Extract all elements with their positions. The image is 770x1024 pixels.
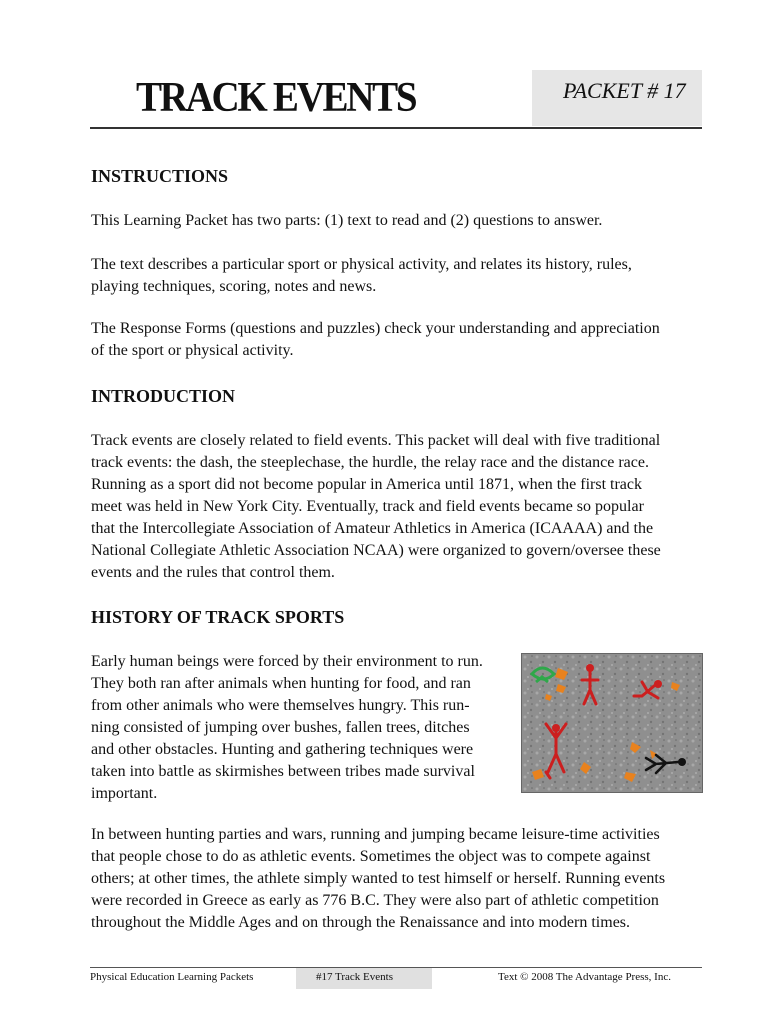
text-line: In between hunting parties and wars, running and jumping became leisure-time activities [91, 826, 660, 843]
history-paragraph-2 [91, 824, 665, 934]
text-line: throughout the Middle Ages and on through the Renaissance and into modern times. [91, 914, 631, 931]
text-line: meet was held in New York City. Eventually, track and field events became so popular [91, 498, 644, 515]
text-line: that the Intercollegiate Association of Amateur Athletics in America (ICAAAA) and the [91, 520, 654, 537]
cave-painting-illustration [522, 654, 702, 792]
history-paragraph-1 [91, 651, 483, 805]
introduction-paragraph [91, 430, 661, 584]
text-line: ning consisted of jumping over bushes, fallen trees, ditches [91, 719, 470, 736]
text-line: Track events are closely related to field events. This packet will deal with five traditional [91, 432, 661, 449]
page-title: TRACK EVENTS [136, 75, 416, 121]
history-heading: HISTORY OF TRACK SPORTS [91, 607, 345, 627]
text-line: that people chose to do as athletic events. Sometimes the object was to compete against [91, 848, 651, 865]
text-line: National Collegiate Athletic Association NCAA) were organized to govern/oversee these [91, 542, 661, 559]
header-divider [90, 127, 702, 129]
text-line: The text describes a particular sport or physical activity, and relates its history, rules, [91, 256, 632, 273]
text-line: The Response Forms (questions and puzzles) check your understanding and appreciation [91, 320, 660, 337]
text-line: others; at other times, the athlete simply wanted to test himself or herself. Running events [91, 870, 666, 887]
text-line: and other obstacles. Hunting and gathering techniques were [91, 741, 474, 758]
text-line: taken into battle as skirmishes between tribes made survival [91, 763, 475, 780]
text-line: Running as a sport did not become popular in America until 1871, when the first track [91, 476, 642, 493]
text-line: They both ran after animals when hunting for food, and ran [91, 675, 471, 692]
footer-packet-name: #17 Track Events [316, 971, 393, 983]
instructions-paragraph-3 [91, 318, 660, 362]
text-line: Early human beings were forced by their environment to run. [91, 653, 483, 670]
text-line: from other animals who were themselves hungry. This run- [91, 697, 470, 714]
text-line: playing techniques, scoring, notes and news. [91, 278, 377, 295]
instructions-heading: INSTRUCTIONS [91, 166, 229, 186]
instructions-paragraph-1 [91, 210, 602, 232]
cave-painting-image [521, 653, 703, 793]
footer-series-title: Physical Education Learning Packets [90, 971, 254, 983]
instructions-paragraph-2 [91, 254, 632, 298]
text-line: were recorded in Greece as early as 776 B.C. They were also part of athletic competition [91, 892, 659, 909]
text-line: track events: the dash, the steeplechase, the hurdle, the relay race and the distance race. [91, 454, 649, 471]
footer-copyright: Text © 2008 The Advantage Press, Inc. [498, 971, 671, 983]
packet-number: PACKET # 17 [563, 78, 686, 103]
text-line: events and the rules that control them. [91, 564, 335, 581]
text-line: important. [91, 785, 158, 802]
introduction-heading: INTRODUCTION [91, 386, 236, 406]
text-line: This Learning Packet has two parts: (1) text to read and (2) questions to answer. [91, 212, 603, 229]
text-line: of the sport or physical activity. [91, 342, 294, 359]
